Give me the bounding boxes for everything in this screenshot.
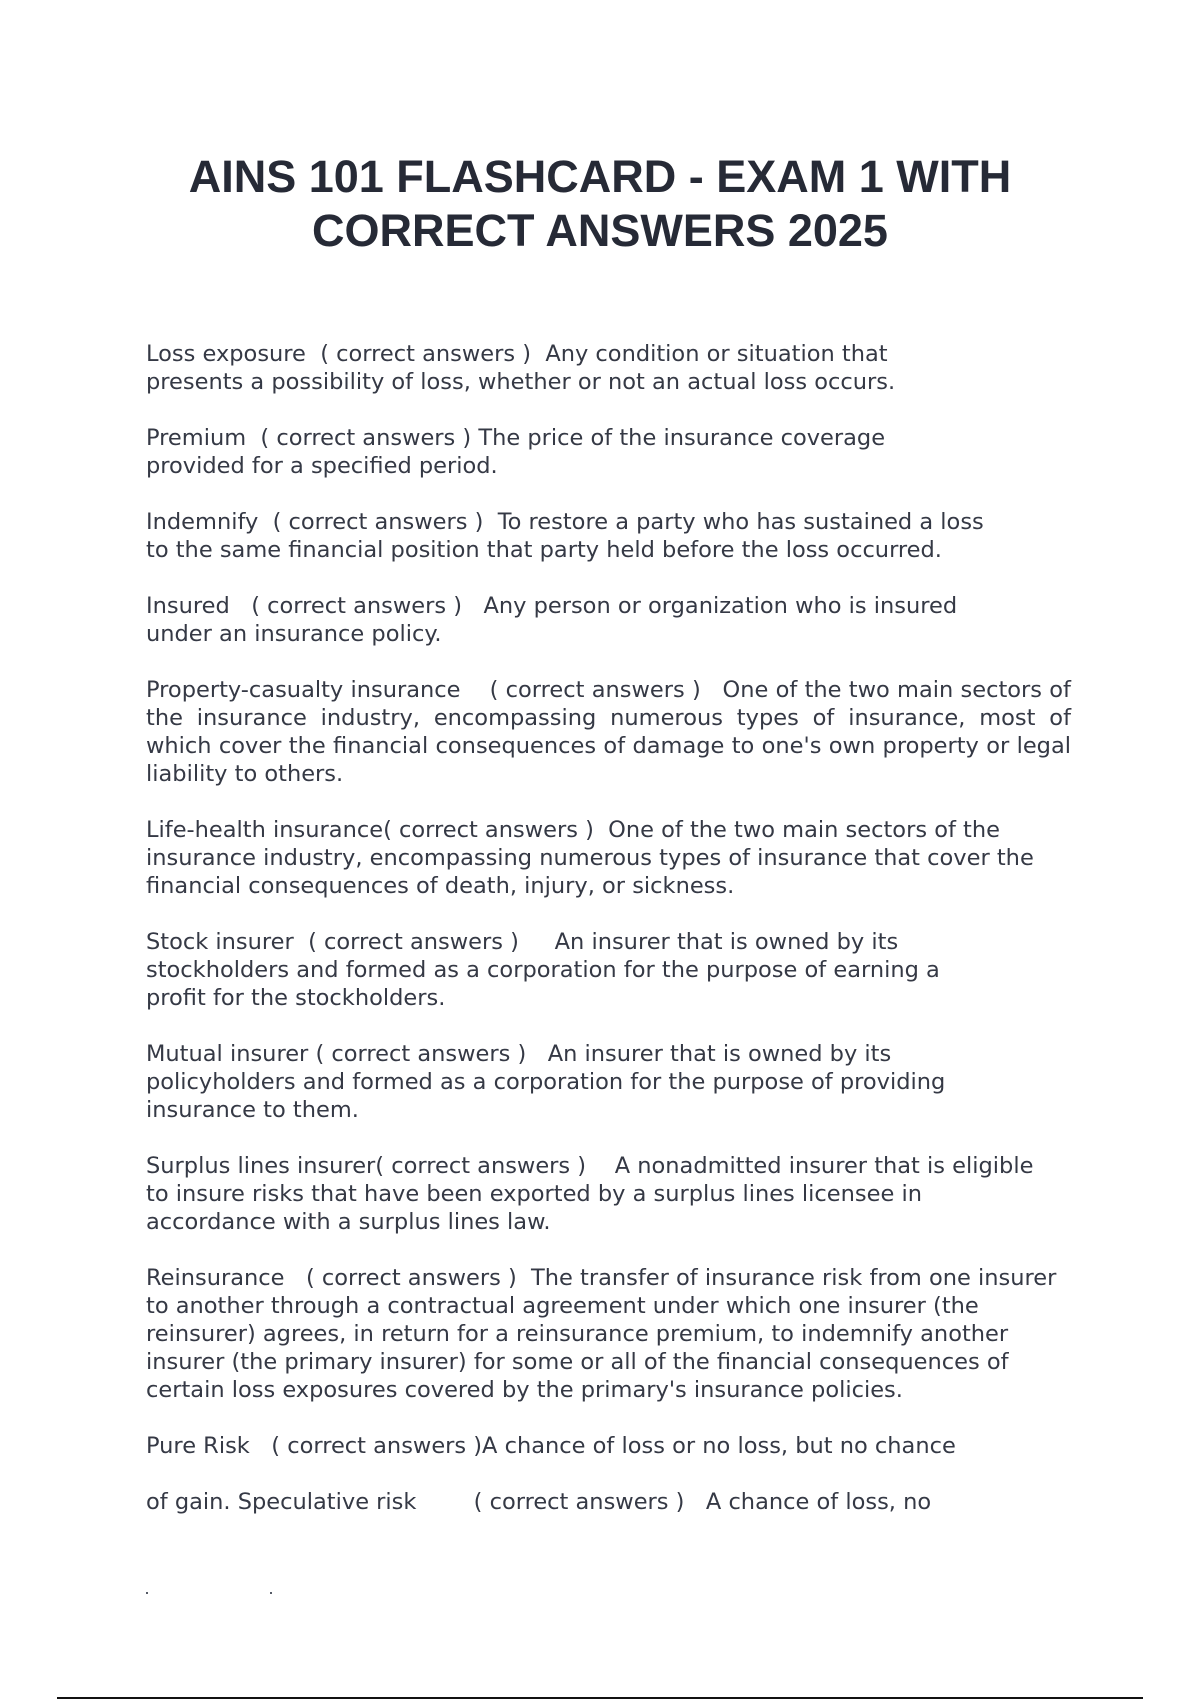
flashcard-definition: Any condition or situation that presents a possibility of loss, whether or not an actual loss occurs. [146, 341, 896, 395]
answer-separator: ( correct answers ) [305, 341, 546, 367]
speculative-risk-line: of gain. Speculative risk ( correct answers ) A chance of loss, no [146, 1489, 932, 1515]
flashcard-term: Surplus lines insurer [146, 1153, 376, 1179]
flashcard-term: Mutual insurer [146, 1041, 309, 1067]
flashcard-term: Indemnify [146, 509, 259, 535]
truncated-text-remnant [146, 1588, 286, 1598]
flashcard-definition: Any person or organization who is insured under an insurance policy. [146, 593, 958, 647]
answer-separator: ( correct answers ) [258, 509, 498, 535]
answer-separator: ( correct answers ) [308, 1041, 548, 1067]
flashcard-term: Life-health insurance [146, 817, 384, 843]
answer-separator: ( correct answers ) [293, 929, 555, 955]
flashcard-entry [146, 676, 1071, 788]
answer-separator: ( correct answers ) [375, 1153, 615, 1179]
title-line-1: AINS 101 FLASHCARD - EXAM 1 WITH [188, 151, 1012, 202]
flashcard-entry [146, 1152, 1046, 1236]
flashcard-entry [146, 1040, 1006, 1124]
flashcard-entry [146, 340, 966, 396]
flashcard-entry [146, 508, 1006, 564]
title-line-2: CORRECT ANSWERS 2025 [312, 205, 888, 256]
answer-separator: ( correct answers ) [460, 677, 723, 703]
pure-risk-line: Pure Risk ( correct answers )A chance of loss or no loss, but no chance [146, 1433, 956, 1459]
flashcard-definition: One of the two main sectors of the insurance industry, encompassing numerous types of insurance, most of which cover the financial consequences of damage to one's own property or legal liability to others. [146, 677, 1071, 787]
flashcard-definition: An insurer that is owned by its stockholders and formed as a corporation for the purpose of earning a profit for the stockholders. [146, 929, 940, 1011]
answer-separator: ( correct answers ) [229, 593, 484, 619]
flashcard-term: Insured [146, 593, 230, 619]
flashcard-definition: One of the two main sectors of the insurance industry, encompassing numerous types of insurance that cover the financial consequences of death, injury, or sickness. [146, 817, 1034, 899]
flashcard-definition: The price of the insurance coverage provided for a specified period. [146, 425, 886, 479]
flashcard-definition: An insurer that is owned by its policyholders and formed as a corporation for the purpose of providing insurance to them. [146, 1041, 946, 1123]
flashcard-term: Premium [146, 425, 247, 451]
flashcard-term: Property-casualty insurance [146, 677, 461, 703]
flashcard-term: Reinsurance [146, 1265, 285, 1291]
answer-separator: ( correct answers ) [246, 425, 479, 451]
flashcard-entry [146, 424, 966, 480]
page-bottom-rule [57, 1697, 1143, 1699]
flashcard-entry [146, 816, 1071, 900]
flashcard-definition: A nonadmitted insurer that is eligible to insure risks that have been exported by a surplus lines licensee in accordance with a surplus lines law. [146, 1153, 1034, 1235]
flashcard-entry [146, 592, 1026, 648]
flashcard-list [146, 340, 1071, 1544]
flashcard-term: Loss exposure [146, 341, 306, 367]
flashcard-entry [146, 1264, 1081, 1404]
answer-separator: ( correct answers ) [383, 817, 609, 843]
flashcard-definition: The transfer of insurance risk from one insurer to another through a contractual agreement under which one insurer (the reinsurer) agrees, in return for a reinsurance premium, to indemnify another insurer (the primary insurer) for some or all of the financial consequences of certain loss exposures covered by the primary's insurance policies. [146, 1265, 1057, 1403]
flashcard-term: Stock insurer [146, 929, 294, 955]
document-title [140, 150, 1060, 258]
flashcard-entry [146, 928, 1006, 1012]
flashcard-definition: To restore a party who has sustained a loss to the same financial position that party held before the loss occurred. [146, 509, 984, 563]
answer-separator: ( correct answers ) [284, 1265, 532, 1291]
